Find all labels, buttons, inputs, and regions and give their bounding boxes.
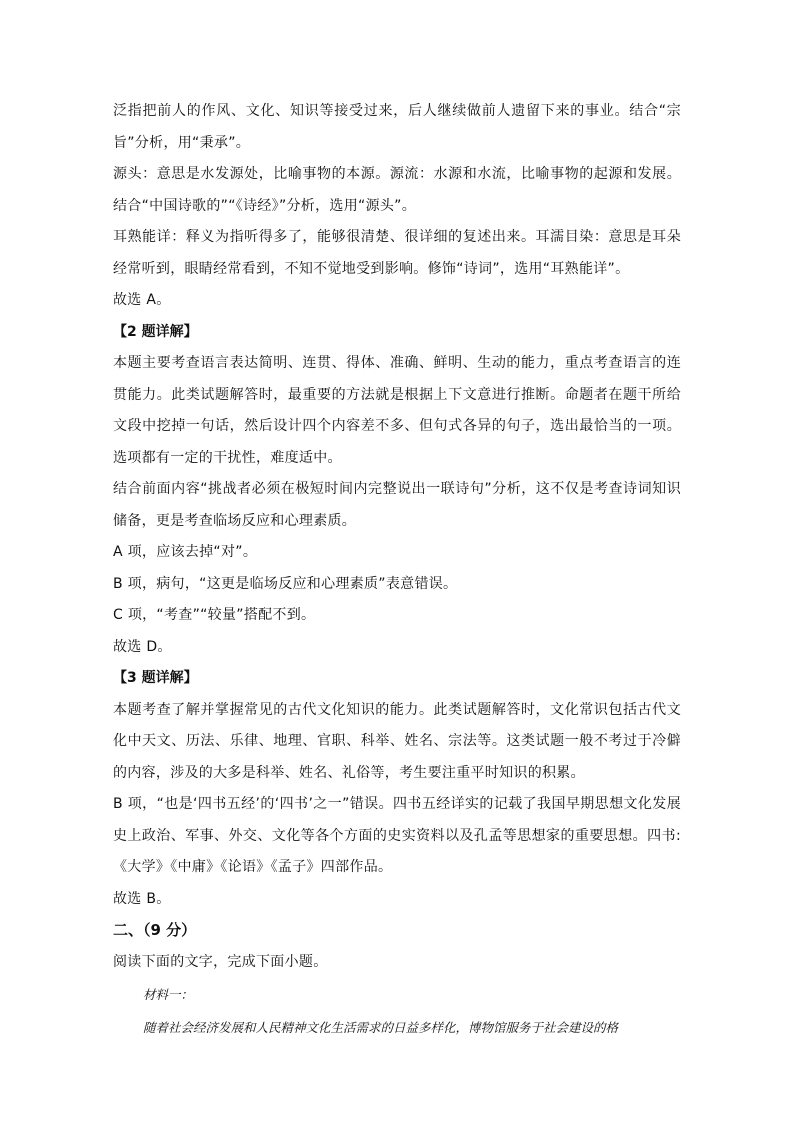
heading-q3-explanation: 【3 题详解】	[113, 670, 198, 686]
paragraph-q2-overview: 本题主要考查语言表达简明、连贯、得体、准确、鲜明、生动的能力，重点考查语言的连贯能力。此类试题解答时，最重要的方法就是根据上下文意进行推断。命题者在题干所给文段中挖掉一句话，然后设计四个内容差不多、但句式各异的句子，选出最恰当的一项。选项都有一定的干扰性，难度适中。	[113, 355, 681, 466]
paragraph-q2-option-a: A 项，应该去掉“对”。	[113, 544, 258, 560]
material-one-label: 材料一：	[143, 987, 194, 1002]
paragraph-q2-context: 结合前面内容“挑战者必须在极短时间内完整说出一联诗句”分析，这不仅是考查诗词知识储备，更是考查临场反应和心理素质。	[113, 481, 681, 529]
reading-instruction: 阅读下面的文字，完成下面小题。	[113, 953, 328, 970]
paragraph-familiar-explanation: 耳熟能详：释义为指听得多了，能够很清楚、很详细的复述出来。耳濡目染：意思是耳朵经常听到，眼睛经常看到，不知不觉地受到影响。修饰“诗词”，选用“耳熟能详”。	[113, 229, 681, 277]
answer-q3: 故选 B。	[113, 890, 171, 907]
paragraph-source-explanation: 源头：意思是水发源处，比喻事物的本源。源流：水源和水流，比喻事物的起源和发展。结合“中国诗歌的”“《诗经》”分析，选用“源头”。	[113, 166, 681, 214]
paragraph-q3-overview: 本题考查了解并掌握常见的古代文化知识的能力。此类试题解答时，文化常识包括古代文化中天文、历法、乐律、地理、官职、科举、姓名、宗法等。这类试题一般不考过于冷僻的内容，涉及的大多是科举、姓名、礼俗等，考生要注重平时知识的积累。	[113, 701, 681, 781]
answer-q2: 故选 D。	[113, 638, 172, 655]
material-one-text: 随着社会经济发展和人民精神文化生活需求的日益多样化，博物馆服务于社会建设的格	[143, 1020, 619, 1035]
paragraph-q3-option-b: B 项，“也是‘四书五经’的‘四书’之一”错误。四书五经详实的记载了我国早期思想文化发展史上政治、军事、外交、文化等各个方面的史实资料以及孔孟等思想家的重要思想。四书:《大学》《中庸》《论语》《孟子》四部作品。	[113, 796, 681, 875]
paragraph-inherit-explanation: 泛指把前人的作风、文化、知识等接受过来，后人继续做前人遗留下来的事业。结合“宗旨”分析，用“秉承”。	[113, 103, 681, 151]
heading-q2-explanation: 【2 题详解】	[113, 323, 198, 340]
answer-q1: 故选 A。	[113, 292, 171, 308]
document-page	[113, 96, 681, 1044]
paragraph-q2-option-b: B 项，病句，“这更是临场反应和心理素质”表意错误。	[113, 575, 458, 592]
section-two-heading: 二、（9 分）	[113, 921, 197, 939]
paragraph-q2-option-c: C 项，“考查”“较量”搭配不到。	[113, 607, 316, 623]
